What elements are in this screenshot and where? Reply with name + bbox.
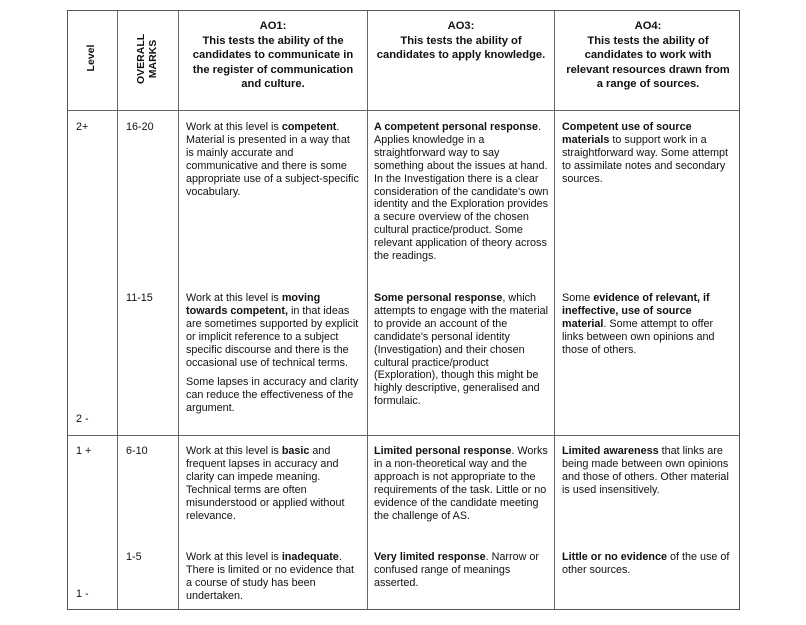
ao4-header	[562, 19, 734, 92]
descriptor-keyword: Limited personal response	[374, 445, 512, 457]
descriptor-text: Some lapses in accuracy and clarity can reduce the effectiveness of the argument.	[186, 376, 359, 415]
marks-range: 16-20	[126, 121, 154, 133]
ao1-title: AO1:	[259, 20, 287, 32]
descriptor-text: . Works in a non-theoretical way and the approach is not appropriate to the requirements of the task. Little or no evidence of the candidate meeting the challenge of AS.	[374, 445, 548, 522]
ao3-descriptor	[374, 445, 549, 522]
ao3-description: This tests the ability of candidates to apply knowledge.	[376, 34, 546, 61]
descriptor-keyword: Some personal response	[374, 292, 503, 304]
marks-range: 6-10	[126, 445, 148, 457]
level-label: 1 -	[76, 588, 89, 600]
column-divider	[554, 11, 555, 609]
ao4-description: This tests the ability of candidates to work with relevant resources drawn from a range of sources.	[566, 34, 730, 90]
ao1-descriptor	[186, 551, 360, 603]
descriptor-keyword: A competent personal response	[374, 121, 538, 133]
descriptor-text: Work at this level is	[186, 121, 282, 133]
marks-range: 1-5	[126, 551, 142, 563]
ao3-header	[374, 19, 548, 63]
ao1-descriptor	[186, 292, 360, 415]
ao4-descriptor	[562, 551, 736, 577]
row-divider	[68, 435, 739, 436]
descriptor-text: Work at this level is	[186, 551, 282, 563]
ao3-descriptor	[374, 292, 549, 408]
descriptor-keyword: Very limited response	[374, 551, 486, 563]
level-header: Level	[85, 44, 97, 72]
level-label: 2 -	[76, 413, 89, 425]
row-divider	[68, 110, 739, 111]
descriptor-text: and frequent lapses in accuracy and clarity can impede meaning. Technical terms are often misunderstood or applied without relevance.	[186, 445, 345, 522]
descriptor-text: in that ideas are sometimes supported by explicit or implicit reference to a subject specific discourse and there is the occasional use of technical terms.	[186, 304, 359, 369]
descriptor-text: Some	[562, 292, 594, 304]
overall-marks-header	[135, 34, 161, 84]
ao3-descriptor	[374, 121, 549, 263]
descriptor-text: of the use of other sources.	[562, 551, 730, 576]
descriptor-keyword: moving towards competent,	[186, 292, 321, 317]
descriptor-text: Work at this level is	[186, 292, 282, 304]
ao4-descriptor	[562, 292, 736, 357]
column-divider	[178, 11, 179, 609]
descriptor-keyword: evidence of relevant, if ineffective, use of source material	[562, 292, 710, 330]
mark-scheme-table	[67, 10, 740, 610]
descriptor-text: that links are being made between own opinions and those of others. Other material is used insensitively.	[562, 445, 729, 496]
descriptor-text: . Applies knowledge in a straightforward way to say something about the issues at hand. In the Investigation there is a clear consideration of the candidate's own identity and the Exploration provides a secure overview of the chosen cultural practice/product. Some relevant application of theory across the readings.	[374, 121, 549, 263]
ao3-title: AO3:	[447, 20, 475, 32]
descriptor-keyword: inadequate	[281, 551, 339, 563]
descriptor-keyword: Little or no evidence	[562, 551, 667, 563]
descriptor-text: . Some attempt to offer links between own opinions and those of others.	[562, 317, 715, 356]
column-divider	[367, 11, 368, 609]
descriptor-text: . Material is presented in a way that is mainly accurate and communicative and there is some appropriate use of a subject-specific vocabulary.	[186, 121, 359, 198]
descriptor-text: , which attempts to engage with the material to provide an account of the candidate's personal identity (Investigation) and their chosen cultural practice/product (Exploration), though this might be highly descriptive, generalised and formulaic.	[374, 292, 549, 408]
ao4-title: AO4:	[634, 20, 662, 32]
descriptor-text: to support work in a straightforward way. Some attempt to assimilate notes and secondary sources.	[562, 133, 729, 185]
descriptor-keyword: competent	[281, 121, 337, 133]
descriptor-text: . There is limited or no evidence that a course of study has been undertaken.	[186, 551, 355, 602]
ao4-descriptor	[562, 121, 736, 186]
ao1-descriptor	[186, 445, 360, 522]
ao4-descriptor	[562, 445, 736, 497]
overall-marks-line2: MARKS	[147, 39, 159, 79]
descriptor-text: Work at this level is	[186, 445, 282, 457]
column-divider	[117, 11, 118, 609]
ao1-descriptor	[186, 121, 360, 198]
descriptor-keyword: Limited awareness	[562, 445, 659, 457]
ao1-description: This tests the ability of the candidates to communicate in the register of communication and culture.	[192, 34, 354, 90]
level-label: 2+	[76, 121, 89, 133]
level-label: 1 +	[76, 445, 92, 457]
descriptor-text: . Narrow or confused range of meanings asserted.	[374, 551, 540, 589]
descriptor-keyword: basic	[281, 445, 310, 457]
ao3-descriptor	[374, 551, 549, 590]
ao1-header	[186, 19, 360, 92]
descriptor-keyword: Competent use of source materials	[562, 121, 692, 146]
marks-range: 11-15	[126, 292, 153, 304]
overall-marks-line1: OVERALL	[135, 33, 147, 84]
